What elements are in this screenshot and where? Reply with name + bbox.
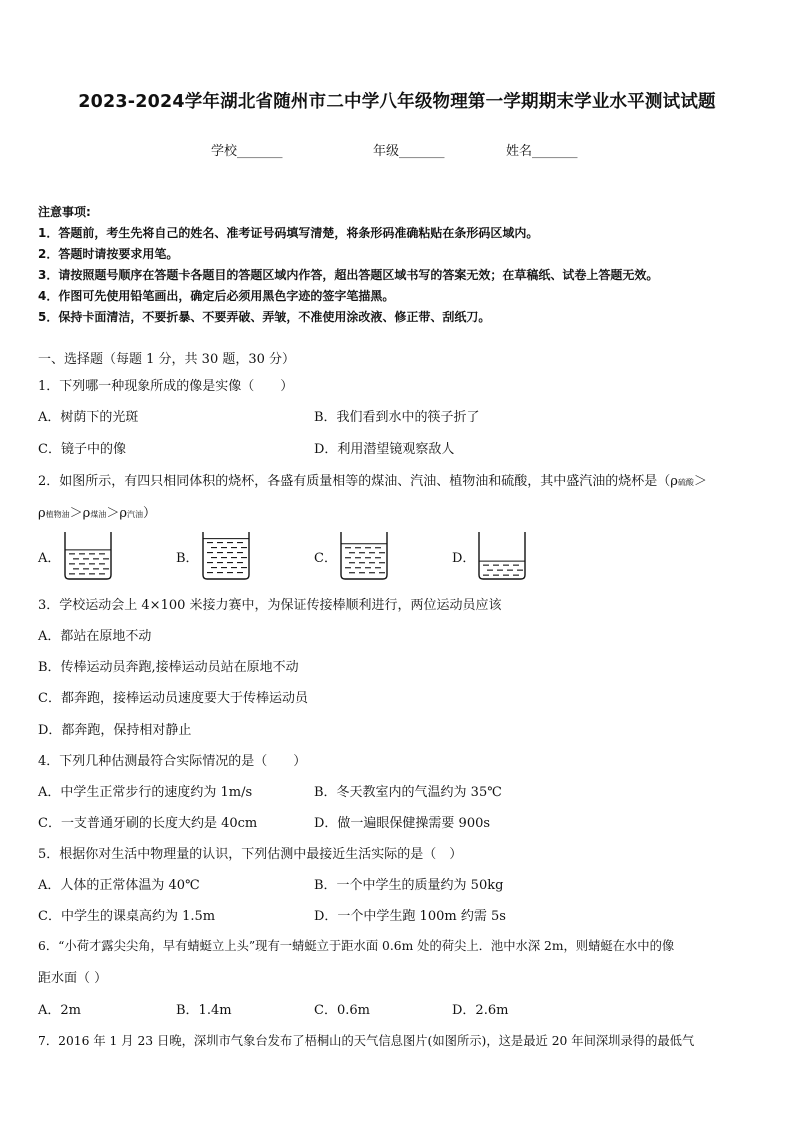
school-field: 学校_______ — [211, 144, 283, 159]
q3-option-a: A．都站在原地不动 — [38, 629, 152, 644]
q4-option-a: A．中学生正常步行的速度约为 1m/s — [38, 785, 253, 800]
notice-item: 4．作图可先使用铅笔画出，确定后必须用黑色字迹的签字笔描黑。 — [38, 289, 395, 303]
q6-stem: 6．“小荷才露尖尖角，早有蜻蜓立上头”现有一蜻蜓立于距水面 0.6m 处的荷尖上．池中水深 2m，则蜻蜓在水中的像 — [38, 939, 675, 953]
name-field: 姓名_______ — [506, 144, 578, 159]
q1-option-d: D．利用潜望镜观察敌人 — [314, 442, 455, 457]
q3-option-c: C．都奔跑，接棒运动员速度要大于传棒运动员 — [38, 691, 308, 706]
beaker-outline — [479, 532, 525, 579]
q6-option-c: C．0.6m — [314, 1003, 370, 1018]
q2-label-c: C． — [314, 551, 337, 566]
q1-option-c: C．镜子中的像 — [38, 442, 126, 457]
notice-item: 2．答题时请按要求用笔。 — [38, 247, 179, 261]
q6-stem-cont: 距水面（ ） — [38, 971, 108, 986]
q3-stem: 3．学校运动会上 4×100 米接力赛中，为保证传接棒顺利进行，两位运动员应该 — [38, 598, 502, 613]
q4-option-b: B．冬天教室内的气温约为 35℃ — [314, 785, 502, 800]
beaker-a-figure — [62, 528, 114, 582]
section-heading: 一、选择题（每题 1 分，共 30 题，30 分） — [38, 352, 296, 367]
beaker-b-figure — [200, 528, 252, 582]
beaker-outline — [341, 532, 387, 579]
q4-option-d: D．做一遍眼保健操需要 900s — [314, 816, 491, 831]
q3-option-b: B．传棒运动员奔跑,接棒运动员站在原地不动 — [38, 660, 299, 675]
q4-stem: 4．下列几种估测最符合实际情况的是（ ） — [38, 754, 307, 769]
q7-stem: 7．2016 年 1 月 23 日晚，深圳市气象台发布了梧桐山的天气信息图片(如图所示)，这是最近 20 年间深圳录得的最低气 — [38, 1034, 695, 1048]
q5-option-c: C．中学生的课桌高约为 1.5m — [38, 909, 216, 924]
beaker-d-figure — [476, 528, 528, 582]
q2-label-b: B． — [176, 551, 199, 566]
beaker-outline — [65, 532, 111, 579]
q1-stem: 1．下列哪一种现象所成的像是实像（ ） — [38, 379, 294, 394]
q5-option-d: D．一个中学生跑 100m 约需 5s — [314, 909, 506, 924]
notice-item: 3．请按照题号顺序在答题卡各题目的答题区域内作答，超出答题区域书写的答案无效；在草稿纸、试卷上答题无效。 — [38, 268, 659, 282]
grade-field: 年级_______ — [373, 144, 445, 159]
q2-stem: 2．如图所示，有四只相同体积的烧杯，各盛有质量相等的煤油、汽油、植物油和硫酸，其中盛汽油的烧杯是（ρ硫酸＞ — [38, 474, 707, 489]
q1-option-a: A．树荫下的光斑 — [38, 410, 139, 425]
notice-item: 5．保持卡面清洁，不要折暴、不要弄破、弄皱，不准使用涂改液、修正带、刮纸刀。 — [38, 310, 491, 324]
beaker-c-figure — [338, 528, 390, 582]
q6-option-d: D．2.6m — [452, 1003, 509, 1018]
notice-heading: 注意事项: — [38, 205, 91, 219]
q2-label-a: A． — [38, 551, 61, 566]
q5-option-b: B．一个中学生的质量约为 50kg — [314, 878, 504, 893]
q6-option-a: A．2m — [38, 1003, 81, 1018]
q6-option-b: B．1.4m — [176, 1003, 232, 1018]
notice-item: 1．答题前，考生先将自己的姓名、准考证号码填写清楚，将条形码准确粘贴在条形码区域内。 — [38, 226, 539, 240]
q5-stem: 5．根据你对生活中物理量的认识，下列估测中最接近生活实际的是（ ） — [38, 847, 463, 862]
q2-stem-cont: ρ植物油＞ρ煤油＞ρ汽油） — [38, 506, 156, 521]
q4-option-c: C．一支普通牙刷的长度大约是 40cm — [38, 816, 258, 831]
q2-label-d: D． — [452, 551, 476, 566]
q1-option-b: B．我们看到水中的筷子折了 — [314, 410, 480, 425]
page-title: 2023-2024学年湖北省随州市二中学八年级物理第一学期期末学业水平测试试题 — [78, 92, 716, 112]
q3-option-d: D．都奔跑，保持相对静止 — [38, 723, 192, 738]
q5-option-a: A．人体的正常体温为 40℃ — [38, 878, 200, 893]
